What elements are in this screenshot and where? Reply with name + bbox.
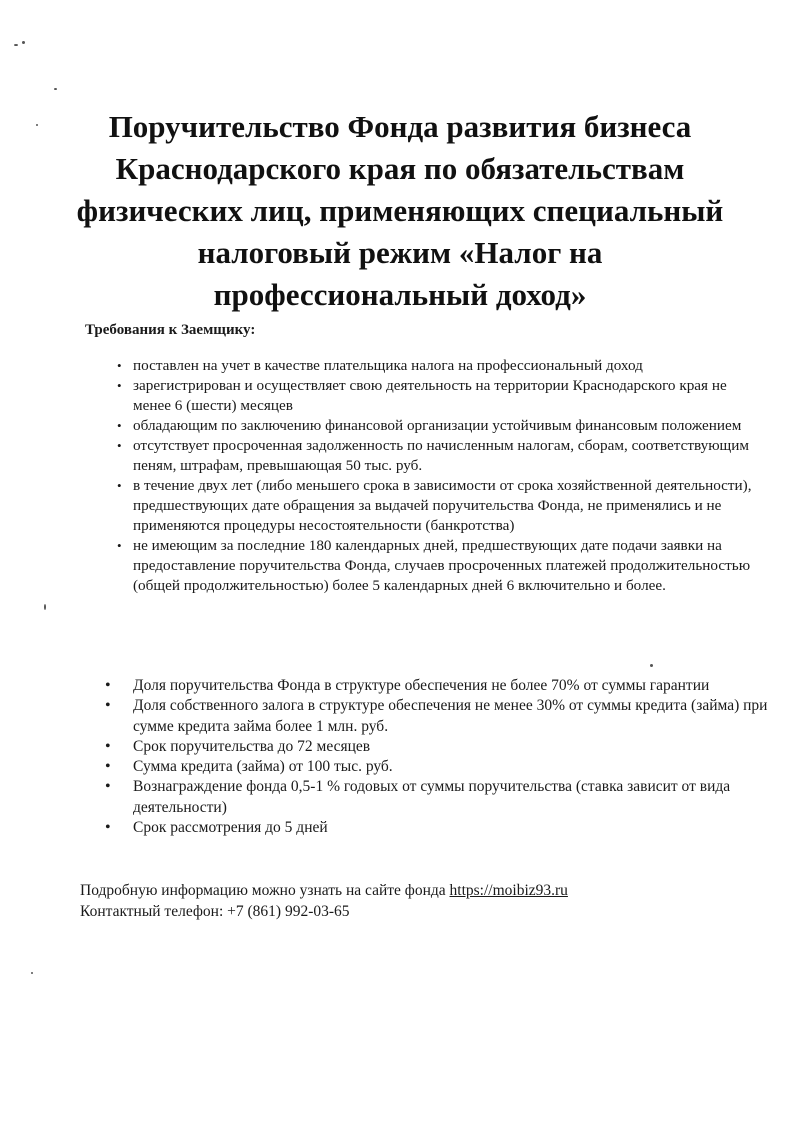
requirement-text: не имеющим за последние 180 календарных дней, предшествующих дате подачи заявки на предоставление поручительства Фонда, случаев просроченных платежей продолжительностью (общей продолжительностью) более 5 календарных дней 6 включительно и более. [133, 537, 751, 594]
requirement-text: обладающим по заключению финансовой организации устойчивым финансовым положением [133, 417, 742, 434]
bullet-icon: • [105, 758, 111, 776]
requirement-text: поставлен на учет в качестве плательщика налога на профессиональный доход [133, 357, 643, 374]
scan-speck [14, 44, 18, 46]
document-title: Поручительство Фонда развития бизнеса Краснодарского края по обязательствам физических лиц, применяющих специальный налоговый режим «Налог на профессиональный доход» [76, 109, 724, 312]
requirement-item [117, 476, 767, 536]
contact-phone: Контактный телефон: +7 (861) 992-03-65 [80, 903, 350, 920]
info-text: Подробную информацию можно узнать на сайте фонда [80, 882, 450, 899]
term-text: Срок рассмотрения до 5 дней [133, 819, 328, 837]
term-text: Срок поручительства до 72 месяцев [133, 737, 371, 755]
terms-list [105, 676, 775, 838]
bullet-icon: • [105, 778, 111, 796]
term-text: Доля собственного залога в структуре обеспечения не менее 30% от суммы кредита (займа) при сумме кредита займа более 1 млн. руб. [133, 697, 768, 735]
scan-speck [36, 124, 38, 126]
bullet-icon: • [105, 677, 111, 694]
scan-speck [31, 972, 33, 974]
bullet-icon: • [117, 378, 122, 393]
term-text: Сумма кредита (займа) от 100 тыс. руб. [133, 758, 393, 776]
requirement-text: отсутствует просроченная задолженность по начисленным налогам, сборам, соответствующим пеням, штрафам, превышающая 50 тыс. руб. [133, 437, 749, 474]
info-line [80, 880, 760, 901]
requirement-text: зарегистрирован и осуществляет свою деятельность на территории Краснодарского края не менее 6 (шести) месяцев [133, 377, 727, 414]
bullet-icon: • [105, 737, 111, 755]
bullet-icon: • [105, 819, 111, 837]
requirement-item [117, 356, 767, 376]
term-text: Вознаграждение фонда 0,5-1 % годовых от суммы поручительства (ставка зависит от вида деятельности) [133, 778, 731, 816]
scan-speck [54, 88, 57, 90]
requirement-item [117, 376, 767, 416]
term-item [105, 757, 775, 777]
term-item [105, 737, 775, 757]
requirement-item [117, 436, 767, 476]
bullet-icon: • [117, 478, 122, 493]
requirement-item [117, 536, 767, 596]
term-item [105, 818, 775, 838]
requirements-list [117, 356, 767, 596]
scan-speck [44, 604, 46, 610]
bullet-icon: • [117, 538, 122, 553]
contact-footer [80, 880, 760, 922]
term-item [105, 696, 775, 737]
website-link[interactable]: https://moibiz93.ru [449, 882, 568, 899]
bullet-icon: • [117, 438, 122, 453]
requirements-heading: Требования к Заемщику: [85, 322, 256, 338]
bullet-icon: • [117, 358, 122, 373]
term-text: Доля поручительства Фонда в структуре обеспечения не более 70% от суммы гарантии [133, 677, 710, 694]
requirement-text: в течение двух лет (либо меньшего срока в зависимости от срока хозяйственной деятельности), предшествующих дате обращения за выдачей поручительства Фонда, не применялись и не применяются процедуры несостоятельности (банкротства) [133, 477, 752, 534]
bullet-icon: • [117, 418, 122, 433]
requirement-item [117, 416, 767, 436]
scan-speck [650, 664, 653, 667]
term-item [105, 676, 775, 696]
bullet-icon: • [105, 697, 111, 715]
scan-speck [22, 41, 25, 44]
term-item [105, 777, 775, 818]
